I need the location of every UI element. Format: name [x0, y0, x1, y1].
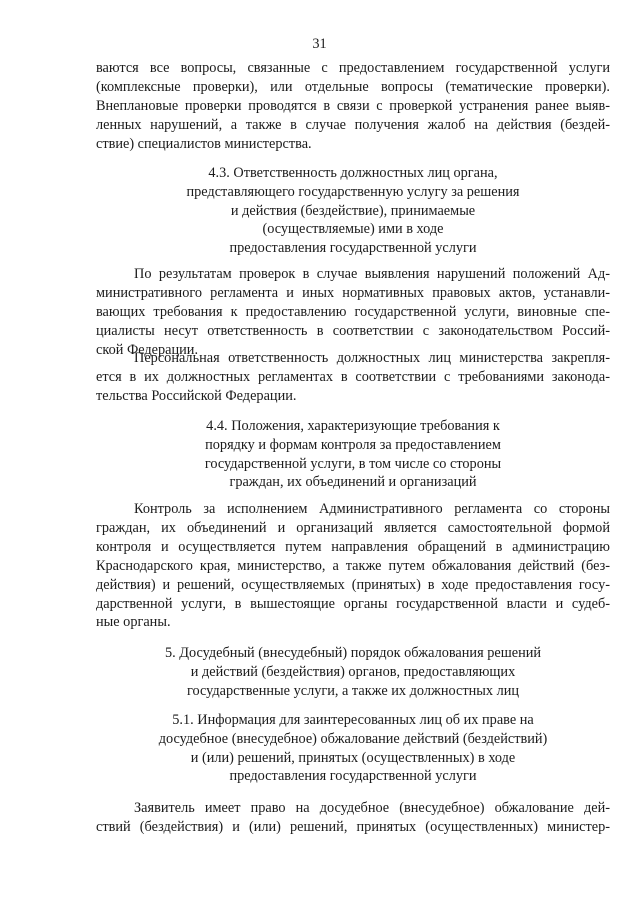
text-line: тельства Российской Федерации. [96, 387, 297, 404]
text-line: Внеплановые проверки проводятся в связи с проверкой устранения ранее выяв- [96, 97, 610, 114]
heading-line: досудебное (внесудебное) обжалование действий (бездействий) [158, 730, 548, 747]
heading-line: и (или) решений, принятых (осуществленных) в ходе [190, 749, 516, 766]
text-line: ствие) специалистов министерства. [96, 135, 312, 152]
heading-line: 4.3. Ответственность должностных лиц органа, [208, 165, 498, 181]
text-line: действия) и решений, осуществляемых (принятых) в ходе предоставления госу- [96, 576, 610, 593]
heading-line: представляющего государственную услугу за решения [186, 183, 520, 200]
text-line: ской Федерации. [96, 341, 199, 358]
paragraph-personal-responsibility [96, 349, 610, 406]
text-line: ствий (бездействия) и (или) решений, принятых (осуществленных) министер- [96, 818, 610, 835]
text-line: Заявитель имеет право на досудебное (внесудебное) обжалование дей- [134, 800, 610, 816]
text-line: дарственной услуги, в вышестоящие органы государственной власти и судеб- [96, 595, 610, 612]
heading-line: 4.4. Положения, характеризующие требования к [206, 418, 500, 434]
text-line: Персональная ответственность должностных лиц министерства закрепля- [134, 350, 610, 366]
heading-line: граждан, их объединений и организаций [229, 474, 477, 491]
text-line: граждан, их объединений и организаций является самостоятельной формой [96, 519, 610, 536]
section-heading-4-4 [96, 417, 610, 492]
heading-line: предоставления государственной услуги [229, 240, 477, 257]
paragraph-control [96, 500, 610, 632]
section-heading-4-3 [96, 164, 610, 258]
section-heading-5 [96, 644, 610, 700]
text-line: вающих требования к предоставлению государственной услуги, виновные спе- [96, 303, 610, 320]
paragraph-applicant-right [96, 799, 610, 837]
heading-line: и действий (бездействия) органов, предоставляющих [190, 663, 516, 680]
text-line: ные органы. [96, 614, 171, 631]
text-line: ленных нарушений, а также в случае получения жалоб на действия (бездей- [96, 116, 610, 133]
text-line: контроля и осуществляется путем направления обращений в администрацию [96, 538, 610, 555]
heading-line: порядку и формам контроля за предоставлением [205, 436, 501, 453]
text-line: По результатам проверок в случае выявления нарушений положений Ад- [134, 266, 610, 282]
text-line: Краснодарского края, министерство, а также путем обжалования действий (без- [96, 557, 610, 574]
heading-line: государственные услуги, а также их должностных лиц [186, 682, 520, 699]
paragraph-inspections [96, 59, 610, 154]
heading-line: государственной услуги, в том числе со стороны [204, 455, 502, 472]
text-line: Контроль за исполнением Административного регламента со стороны [134, 501, 610, 517]
paragraph-responsibility [96, 265, 610, 360]
text-line: ваются все вопросы, связанные с предоставлением государственной услуги [96, 60, 610, 76]
heading-line: 5. Досудебный (внесудебный) порядок обжалования решений [164, 645, 542, 661]
text-line: циалисты несут ответственность в соответствии с законодательством Россий- [96, 322, 610, 339]
heading-line: (осуществляемые) ими в ходе [262, 221, 444, 238]
section-heading-5-1 [96, 711, 610, 786]
text-line: (комплексные проверки), или отдельные вопросы (тематические проверки). [96, 78, 610, 95]
page-number: 31 [312, 36, 327, 52]
heading-line: предоставления государственной услуги [229, 768, 477, 785]
heading-line: 5.1. Информация для заинтересованных лиц об их праве на [172, 712, 534, 728]
text-line: ется в их должностных регламентах в соответствии с требованиями законода- [96, 368, 610, 385]
heading-line: и действия (бездействие), принимаемые [230, 202, 476, 219]
text-line: министративного регламента и иных нормативных правовых актов, устанавли- [96, 284, 610, 301]
